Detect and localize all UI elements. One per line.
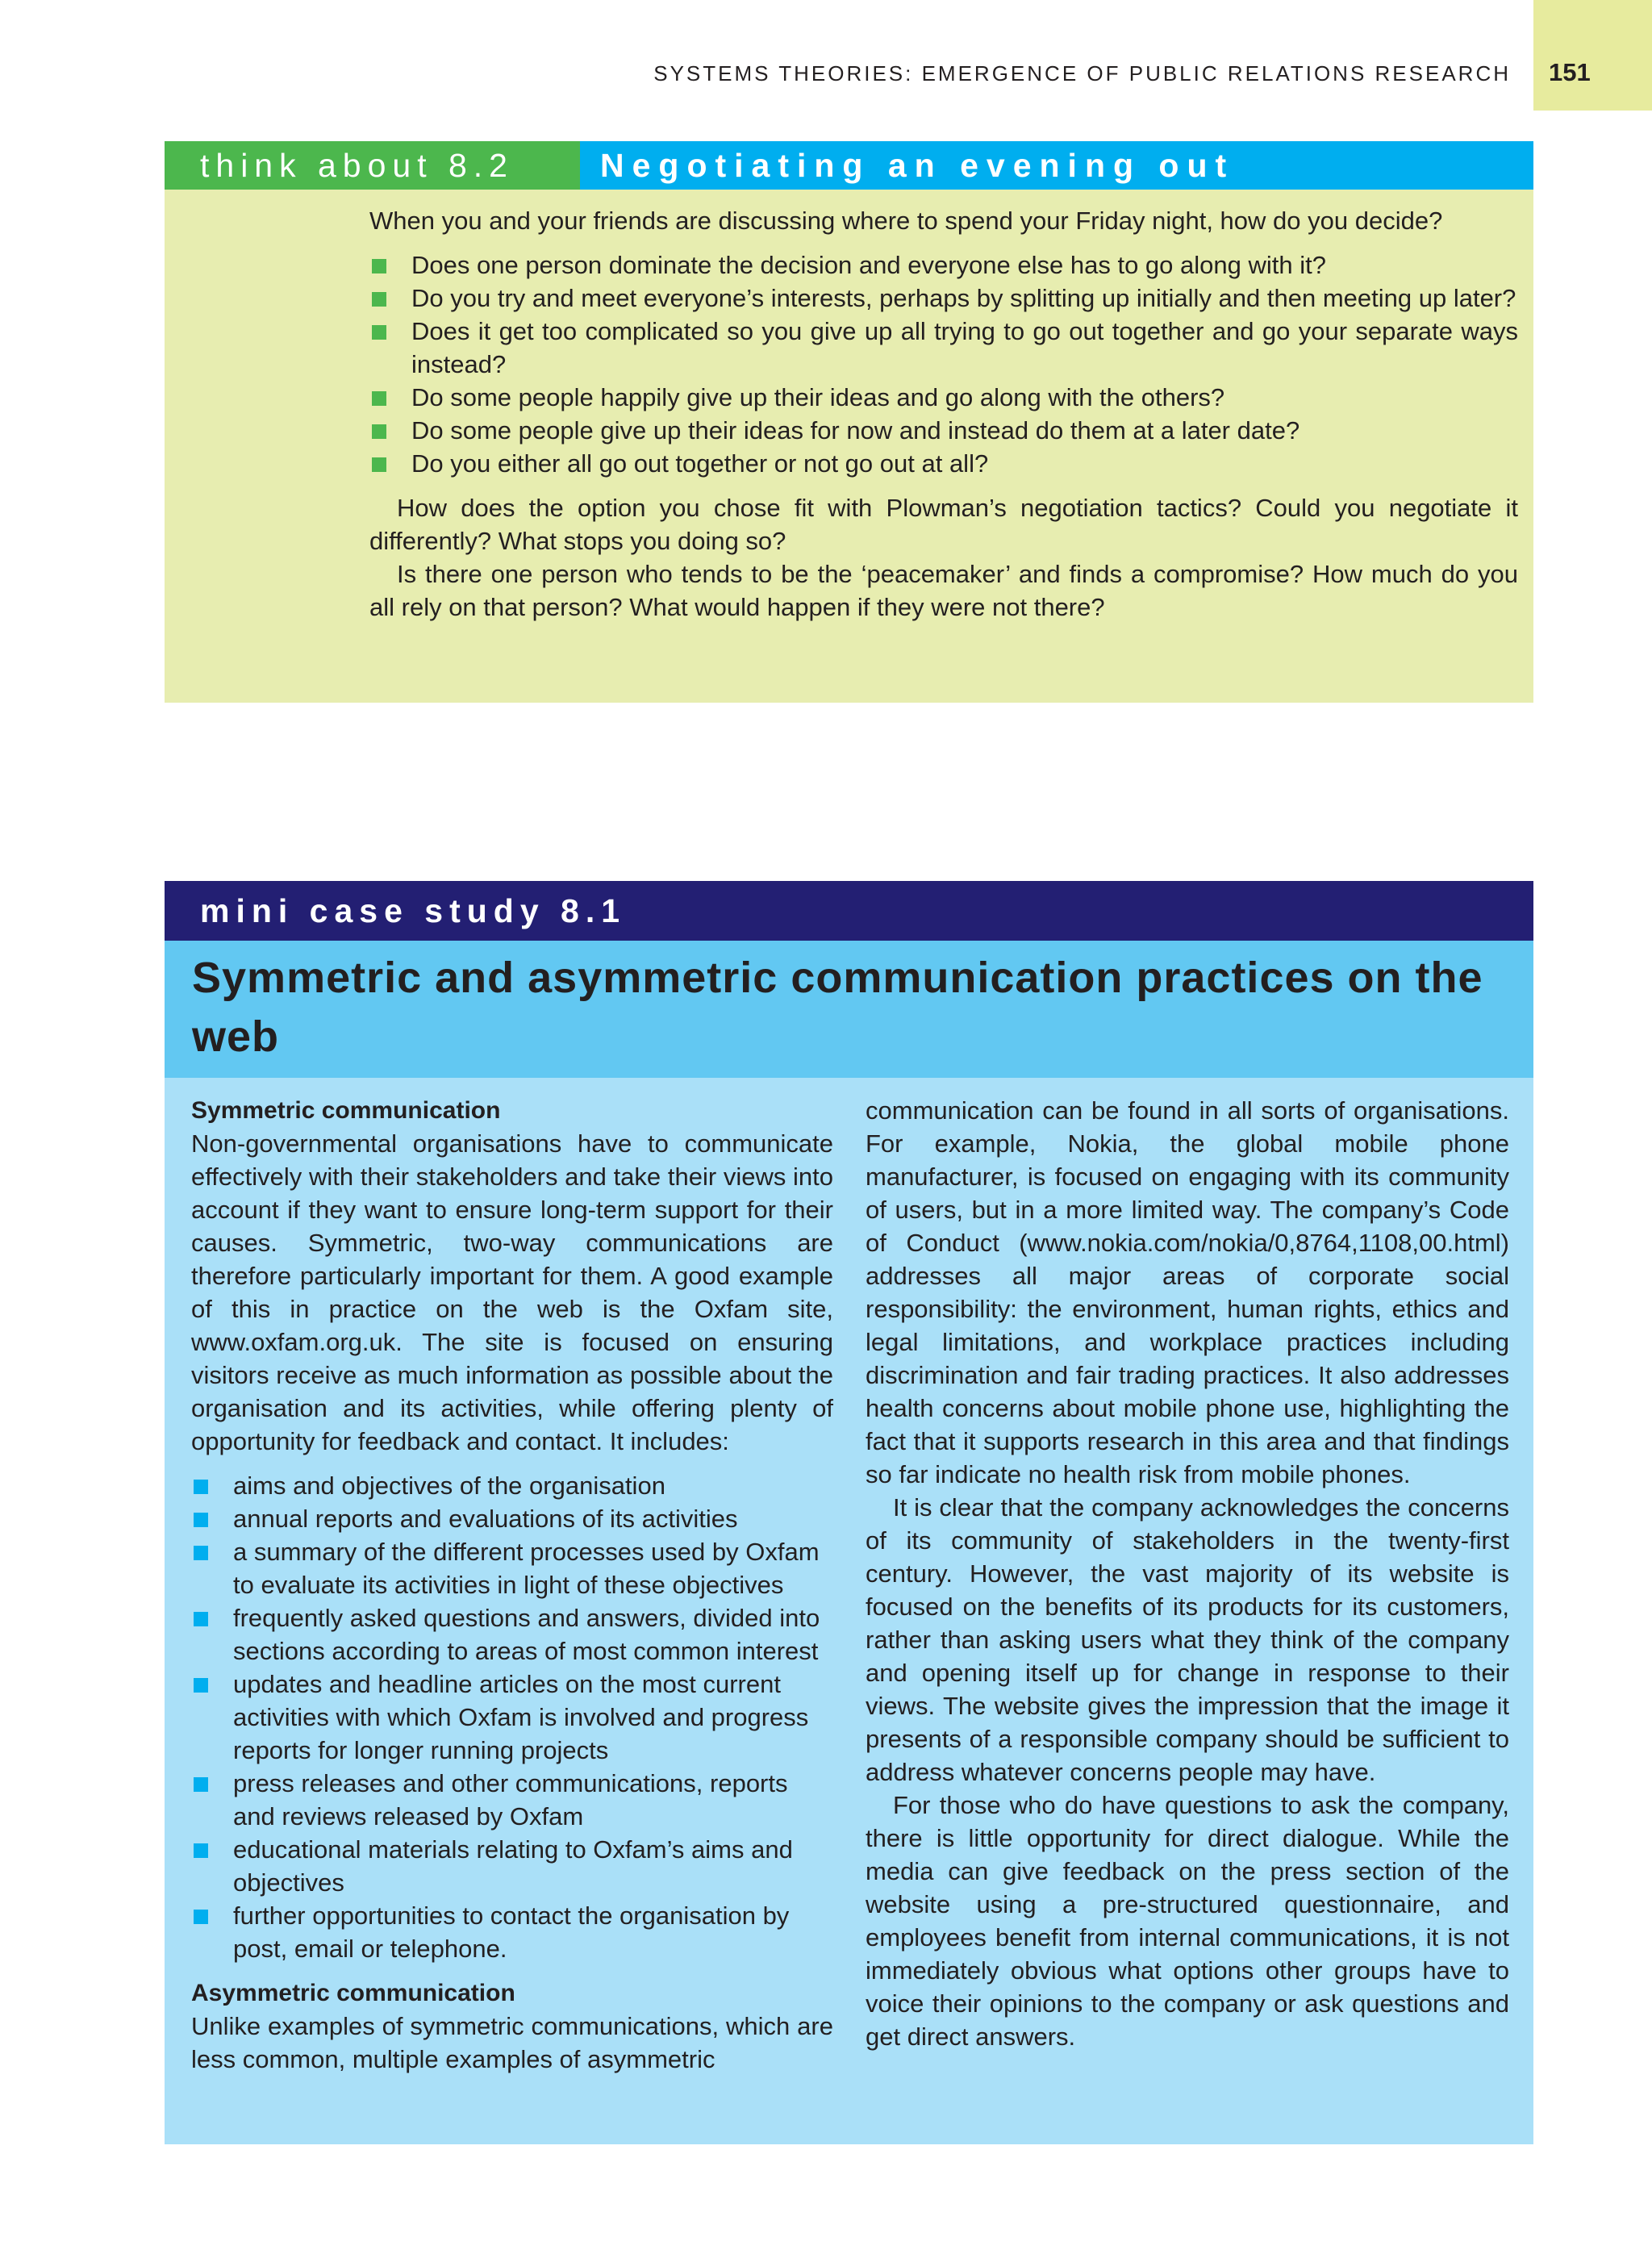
square-bullet-icon: [372, 325, 386, 340]
case-study-right-column: [866, 1094, 1509, 2053]
think-about-intro: When you and your friends are discussing where to spend your Friday night, how do you decide?: [369, 207, 1443, 235]
list-item: further opportunities to contact the organisation by post, email or telephone.: [191, 1899, 833, 1965]
square-bullet-icon: [194, 1843, 208, 1858]
square-bullet-icon: [194, 1777, 208, 1792]
list-item: Do some people give up their ideas for now and instead do them at a later date?: [369, 414, 1518, 447]
square-bullet-icon: [194, 1612, 208, 1626]
square-bullet-icon: [372, 424, 386, 439]
square-bullet-icon: [372, 259, 386, 273]
square-bullet-icon: [372, 292, 386, 307]
square-bullet-icon: [194, 1480, 208, 1494]
symmetric-text: Non-governmental organisations have to communicate effectively with their stakeholders and take their views into account if they want to ensure long-term support for their causes. Symmetric, two-way communications are therefore particularly important for them. A good example of this in practice on the web is the Oxfam site, www.oxfam.org.uk. The site is focused on ensuring visitors receive as much information as possible about the organisation and its activities, while offering plenty of opportunity for feedback and contact. It includes:: [191, 1129, 833, 1455]
case-study-body: [165, 1078, 1533, 2144]
case-study-title-band: [165, 941, 1533, 1078]
list-item: educational materials relating to Oxfam’s aims and objectives: [191, 1833, 833, 1899]
dialogue-paragraph: For those who do have questions to ask the company, there is little opportunity for direct dialogue. While the media can give feedback on the press section of the website using a pre-structured questionnaire, and employees benefit from internal communications, it is not immediately obvious what options other groups have to voice their opinions to the company or ask questions and get direct answers.: [866, 1791, 1509, 2051]
list-item: Does one person dominate the decision and everyone else has to go along with it?: [369, 248, 1518, 282]
think-about-box: [165, 141, 1533, 703]
nokia-paragraph: communication can be found in all sorts of organisations. For example, Nokia, the global mobile phone manufacturer, is focused on engaging with its community of users, but in a more limited way. The company’s Code of Conduct (www.nokia.com/nokia/0,8764,1108,00.html) addresses all major areas of corporate social responsibility: the environment, human rights, ethics and legal limitations, and workplace practices including discrimination and fair trading practices. It also addresses health concerns about mobile phone use, highlighting the fact that it supports research in this area and that findings so far indicate no health risk from mobile phones.: [866, 1096, 1509, 1488]
square-bullet-icon: [194, 1546, 208, 1560]
list-item: Do some people happily give up their ideas and go along with the others?: [369, 381, 1518, 414]
square-bullet-icon: [194, 1678, 208, 1693]
running-header: SYSTEMS THEORIES: EMERGENCE OF PUBLIC RELATIONS RESEARCH: [653, 61, 1511, 86]
think-about-label: think about 8.2: [165, 141, 580, 190]
list-item: Do you try and meet everyone’s interests, perhaps by splitting up initially and then meeting up later?: [369, 282, 1518, 315]
think-about-list: [369, 248, 1518, 480]
asymmetric-heading: Asymmetric communication: [191, 1980, 515, 2006]
list-item: aims and objectives of the organisation: [191, 1469, 833, 1502]
list-item: a summary of the different processes used by Oxfam to evaluate its activities in light of these objectives: [191, 1535, 833, 1601]
think-about-body: [369, 204, 1518, 624]
case-study-left-column: [191, 1094, 833, 2076]
case-study-title: Symmetric and asymmetric communication practices on the web: [192, 954, 1483, 1061]
square-bullet-icon: [194, 1910, 208, 1924]
square-bullet-icon: [372, 391, 386, 406]
list-item: frequently asked questions and answers, divided into sections according to areas of most common interest: [191, 1601, 833, 1668]
list-item: updates and headline articles on the most current activities with which Oxfam is involved and progress reports for longer running projects: [191, 1668, 833, 1767]
square-bullet-icon: [194, 1513, 208, 1527]
asymmetric-text: Unlike examples of symmetric communications, which are less common, multiple examples of asymmetric: [191, 2012, 833, 2073]
square-bullet-icon: [372, 457, 386, 472]
list-item: press releases and other communications, reports and reviews released by Oxfam: [191, 1767, 833, 1833]
page-number: 151: [1549, 58, 1591, 86]
list-item: annual reports and evaluations of its activities: [191, 1502, 833, 1535]
symmetric-heading: Symmetric communication: [191, 1097, 501, 1124]
case-study-label: mini case study 8.1: [165, 881, 1533, 941]
think-about-paragraph: Is there one person who tends to be the ‘peacemaker’ and finds a compromise? How much do you all rely on that person? What would happen if they were not there?: [369, 560, 1518, 621]
list-item: Do you either all go out together or not go out at all?: [369, 447, 1518, 480]
page-number-tab: [1533, 0, 1652, 111]
stakeholder-paragraph: It is clear that the company acknowledges the concerns of its community of stakeholders in the twenty-first century. However, the vast majority of its website is focused on the benefits of its products for its customers, rather than asking users what they think of the company and opening itself up for change in response to their views. The website gives the impression that the image it presents of a responsible company should be sufficient to address whatever concerns people may have.: [866, 1493, 1509, 1786]
think-about-paragraph: How does the option you chose fit with Plowman’s negotiation tactics? Could you negotiate it differently? What stops you doing so?: [369, 494, 1518, 555]
oxfam-list: [191, 1469, 833, 1965]
list-item: Does it get too complicated so you give up all trying to go out together and go your separate ways instead?: [369, 315, 1518, 381]
think-about-title: Negotiating an evening out: [580, 141, 1533, 190]
